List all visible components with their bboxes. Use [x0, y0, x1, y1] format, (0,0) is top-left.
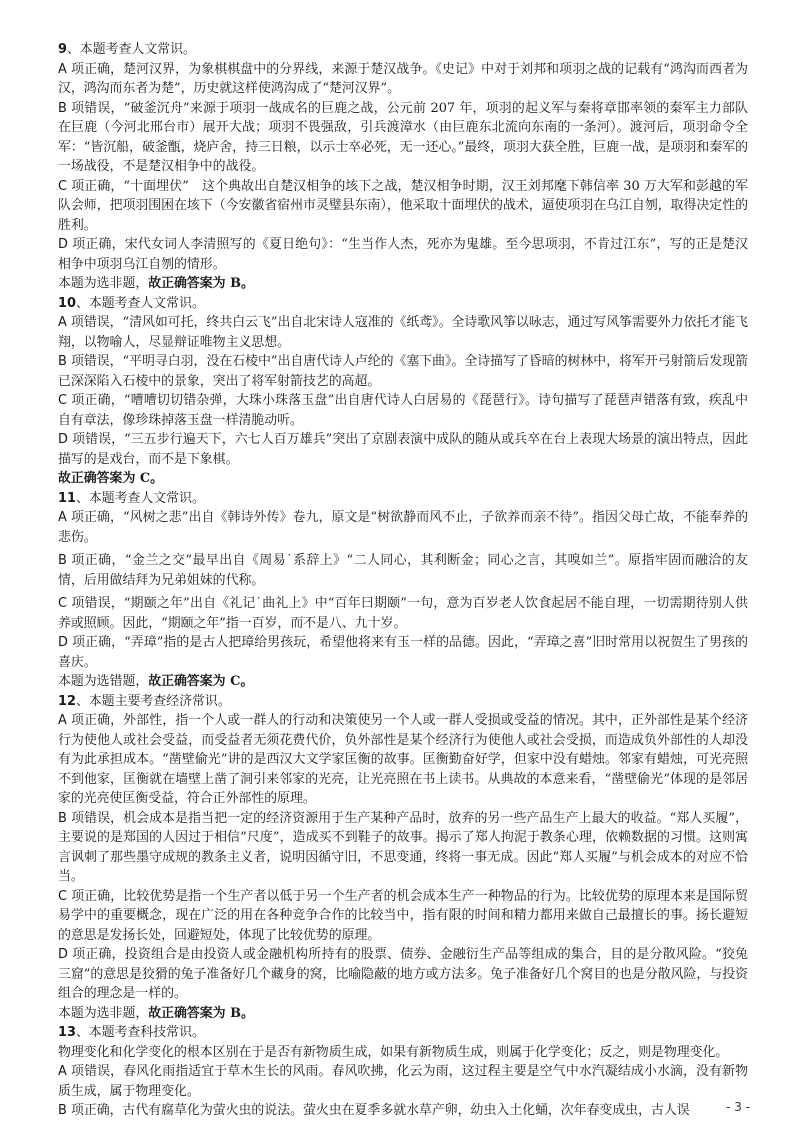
option-label: A: [58, 510, 67, 525]
option-a: [58, 1062, 748, 1101]
question-number: 10: [58, 295, 76, 311]
option-text: 项正确，“金兰之交”最早出自《周易˙系辞上》“二人同心，其利断金；同心之言，其嗅如兰”。原指牢固而融洽的友情，后用做结拜为兄弟姐妹的代称。: [58, 553, 748, 588]
question-heading: [58, 692, 748, 712]
answer-text: 故正确答案为 B。: [148, 276, 254, 291]
option-label: A: [58, 61, 67, 77]
option-label: B: [58, 354, 67, 369]
answer-prefix: 本题为选错题，: [58, 674, 149, 689]
option-label: B: [58, 810, 67, 826]
answer-text: 故正确答案为 C。: [148, 674, 254, 689]
option-text: 项正确，“弄璋”指的是古人把璋给男孩玩，希望他将来有玉一样的品德。因此，“弄璋之喜”旧时常用以祝贺生了男孩的喜庆。: [58, 635, 748, 670]
answer-line: [58, 274, 748, 294]
option-c: [58, 887, 748, 946]
option-text: 项正确，“嘈嘈切切错杂弹，大珠小珠落玉盘”出自唐代诗人白居易的《琵琶行》。诗句描写了琵琶声错落有致，疾乱中自有章法，像珍珠掉落玉盘一样清脆动听。: [58, 393, 748, 428]
option-b: [58, 809, 748, 887]
option-label: C: [58, 888, 68, 904]
question-topic: 、本题考查人文常识。: [75, 295, 205, 311]
question-topic: 、本题考查科技常识。: [75, 1025, 205, 1040]
option-text: 项错误，“清风如可托，终共白云飞”出自北宋诗人寇准的《纸鸢》。全诗歌风筝以咏志，通过写风筝需要外力依托才能飞翔，以物喻人，尽显辩证唯物主义思想。: [58, 315, 748, 350]
question-topic: 、本题考查人文常识。: [75, 490, 205, 506]
option-a: [58, 711, 748, 809]
option-text: 项错误，机会成本是指当把一定的经济资源用于生产某种产品时，放弃的另一些产品生产上最大的收益。“郑人买履”，主要说的是郑国的人因过于相信“尺度”，造成买不到鞋子的故事。揭示了郑人拘泥于教条心理，依赖数据的习惯。这则寓言讽刺了那些墨守成规的教条主义者，说明因循守旧，不思变通，终将一事无成。因此“郑人买履”与机会成本的对应不恰当。: [58, 810, 748, 884]
option-a: [58, 508, 748, 547]
option-label: C: [58, 393, 68, 408]
question-intro: 物理变化和化学变化的根本区别在于是否有新物质生成，如果有新物质生成，则属于化学变化；反之，则是物理变化。: [58, 1044, 729, 1060]
option-label: B: [58, 1103, 67, 1118]
option-a: [58, 313, 748, 352]
option-label: D: [58, 432, 68, 447]
option-label: A: [58, 315, 67, 330]
option-text: 项正确，“十面埋伏” 这个典故出自楚汉相争的垓下之战，楚汉相争时期，汉王刘邦麾下韩信率 30 万大军和彭越的军队会师，把项羽围困在垓下（今安徽省宿州市灵璧县东南），他采取十面埋伏的战术，逼使项羽在乌江自刎，取得决定性的胜利。: [58, 178, 748, 233]
question-number: 9: [58, 42, 67, 57]
option-text: 项错误，“期颐之年”出自《礼记˙曲礼上》中“百年曰期颐”一句，意为百岁老人饮食起居不能自理，一切需期待别人供养或照顾。因此，“期颐之年”指一百岁，而不是八、九十岁。: [58, 596, 748, 631]
option-d: [58, 633, 748, 672]
option-text: 项错误，“三五步行遍天下，六七人百万雄兵”突出了京剧表演中成队的随从或兵卒在台上表现大场景的演出特点，因此描写的是戏台，而不是下象棋。: [58, 432, 748, 467]
option-b: [58, 1101, 748, 1121]
option-b: [58, 352, 748, 391]
page-number: - 3 -: [726, 1100, 750, 1114]
option-c: [58, 594, 748, 633]
answer-line: [58, 1004, 748, 1024]
answer-text: 故正确答案为 C。: [58, 471, 163, 486]
option-text: 项正确，古代有腐草化为萤火虫的说法。萤火虫在夏季多就水草产卵，幼虫入土化蛹，次年春变成虫，古人误: [66, 1103, 690, 1118]
option-label: B: [58, 100, 67, 116]
option-d: [58, 235, 748, 274]
option-c: [58, 391, 748, 430]
option-text: 项错误，春风化雨指适宜于草木生长的风雨。春风吹拂，化云为雨，这过程主要是空气中水汽凝结成小水滴，没有新物质生成，属于物理变化。: [58, 1064, 748, 1099]
option-text: 项正确，宋代女词人李清照写的《夏日绝句》：“生当作人杰，死亦为鬼雄。至今思项羽，不肯过江东”，写的正是楚汉相争中项羽乌江自刎的情形。: [58, 237, 748, 272]
option-label: C: [58, 178, 68, 194]
option-text: 项正确，楚河汉界，为象棋棋盘中的分界线，来源于楚汉战争。《史记》中对于刘邦和项羽之战的记载有“鸿沟而西者为汉，鸿沟而东者为楚”，历史就这样使鸿沟成了“楚河汉界”。: [58, 61, 748, 96]
option-label: D: [58, 947, 68, 962]
question-12: [58, 692, 748, 1024]
question-11: [58, 489, 748, 692]
option-text: 项正确，投资组合是由投资人或金融机构所持有的股票、债券、金融衍生产品等组成的集合，目的是分散风险。“狡兔三窟”的意思是狡猾的兔子准备好几个藏身的窝，比喻隐蔽的地方或方法多。兔子准备好几个窝目的也是分散风险，与投资组合的理念是一样的。: [58, 947, 748, 1001]
option-text: 项错误，“平明寻白羽，没在石棱中”出自唐代诗人卢纶的《塞下曲》。全诗描写了昏暗的树林中，将军开弓射箭后发现箭已深深陷入石棱中的景象，突出了将军射箭技艺的高超。: [58, 354, 748, 389]
question-9: [58, 40, 748, 294]
option-text: 项正确，“风树之悲”出自《韩诗外传》卷九，原文是“树欲静而风不止，子欲养而亲不待”。指因父母亡故，不能奉养的悲伤。: [58, 510, 748, 545]
option-label: B: [58, 553, 67, 568]
question-heading: [58, 294, 748, 314]
question-heading: [58, 40, 748, 60]
option-text: 项错误，“破釜沉舟”来源于项羽一战成名的巨鹿之战，公元前 207 年，项羽的起义军与秦将章邯率领的秦军主力部队在巨鹿（今河北邢台市）展开大战；项羽不畏强敌，引兵渡漳水（由巨鹿东北流向东南的一条河）。渡河后，项羽命令全军：“皆沉船，破釜甑，烧庐舍，持三日粮，以示士卒必死，无一还心。”最终，项羽大获全胜，巨鹿一战，是项羽和秦军的一场战役，不是楚汉相争中的战役。: [58, 100, 748, 174]
option-label: A: [58, 1064, 67, 1079]
option-text: 项正确，比较优势是指一个生产者以低于另一个生产者的机会成本生产一种物品的行为。比较优势的原理本来是国际贸易学中的重要概念，现在广泛的用在各种竞争合作的比较当中，指有限的时间和精力都用来做自己最擅长的事。扬长避短的意思是发扬长处，回避短处，体现了比较优势的原理。: [58, 888, 748, 943]
answer-line: [58, 469, 748, 489]
question-heading: [58, 1023, 748, 1043]
answer-text: 故正确答案为 B。: [148, 1005, 254, 1021]
option-c: [58, 177, 748, 236]
answer-prefix: 本题为选非题，: [58, 1005, 149, 1021]
document-page: [58, 40, 748, 1121]
option-text: 项正确，外部性，指一个人或一群人的行动和决策使另一个人或一群人受损或受益的情况。其中，正外部性是某个经济行为使他人或社会受益，而受益者无须花费代价，负外部性是某个经济行为使他人或社会受损，而造成负外部性的人却没有为此承担成本。“凿壁偷光”讲的是西汉大文学家匡衡的故事。匡衡勤奋好学，但家中没有蜡烛。邻家有蜡烛，可光亮照不到他家，匡衡就在墙壁上凿了洞引来邻家的光亮，让光亮照在书上读书。从典故的本意来看，“凿壁偷光”体现的是邻居家的光亮使匡衡受益，符合正外部性的原理。: [58, 713, 748, 806]
question-heading: [58, 489, 748, 509]
answer-line: [58, 672, 748, 692]
question-topic: 、本题主要考查经济常识。: [75, 693, 231, 709]
question-number: 13: [58, 1025, 76, 1040]
option-b: [58, 99, 748, 177]
option-label: D: [58, 635, 68, 650]
question-number: 11: [58, 490, 76, 506]
question-number: 12: [58, 693, 76, 709]
question-13: [58, 1023, 748, 1121]
option-label: A: [58, 713, 67, 728]
question-topic: 、本题考查人文常识。: [66, 42, 196, 57]
answer-prefix: 本题为选非题，: [58, 276, 149, 291]
option-d: [58, 430, 748, 469]
option-label: D: [58, 237, 68, 252]
option-d: [58, 945, 748, 1004]
option-a: [58, 60, 748, 99]
option-label: C: [58, 596, 68, 611]
option-b: [58, 551, 748, 590]
question-10: [58, 294, 748, 489]
